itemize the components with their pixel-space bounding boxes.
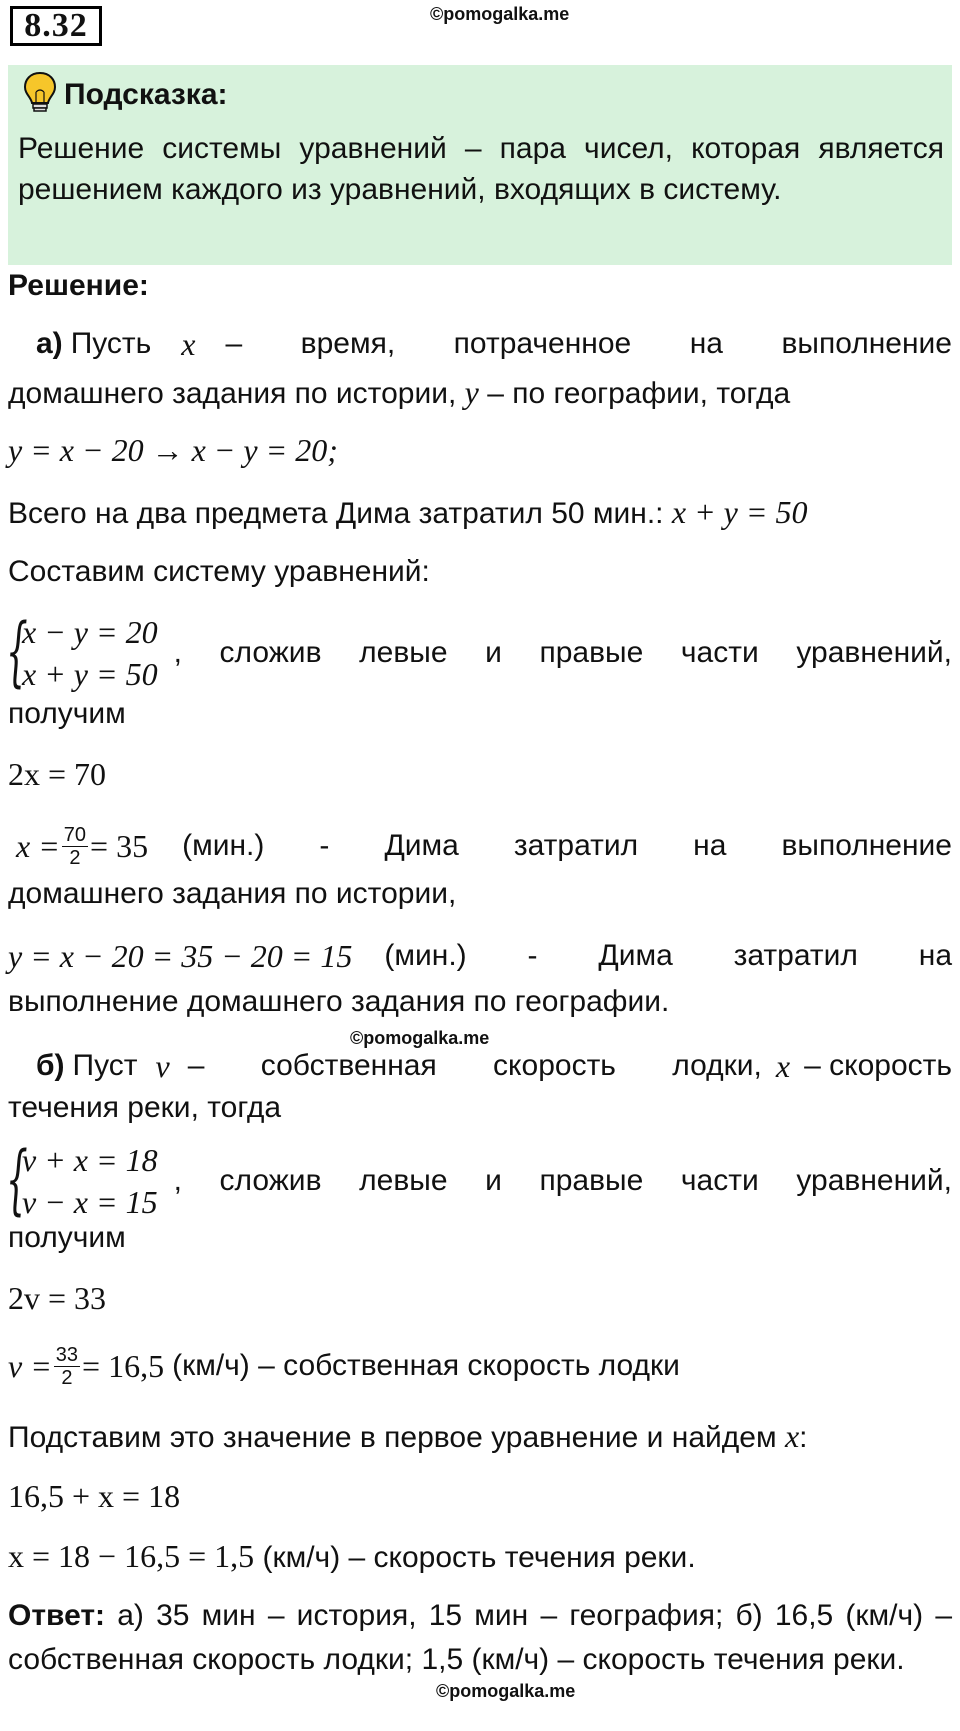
answer-text: а) 35 мин – история, 15 мин – география; б) 16,5 (км/ч) – собственная скорость лодки; 1,5 (км/ч) – скорость течения реки. xyxy=(8,1599,953,1676)
part-b-fraction xyxy=(54,1344,80,1389)
part-b-eq3-tail: (км/ч) – скорость течения реки. xyxy=(262,1541,696,1574)
part-a-system-eq2: x + y = 50 xyxy=(22,656,158,692)
part-a-system-eq1: x − y = 20 xyxy=(22,614,158,650)
part-a-frac-num: 70 xyxy=(63,823,87,846)
part-b-intro-1: Пуст xyxy=(72,1049,138,1082)
part-a-intro-line2-a: домашнего задания по истории, xyxy=(8,377,457,410)
part-b-system-row xyxy=(8,1136,952,1226)
lightbulb-icon xyxy=(20,70,60,114)
part-b-subst xyxy=(8,1414,807,1460)
part-a-system-row xyxy=(8,608,952,698)
answer-label: Ответ: xyxy=(8,1599,106,1632)
part-a-total xyxy=(8,490,807,536)
part-b-system-eq1: v + x = 18 xyxy=(22,1142,158,1178)
part-a-y-tail: (мин.) - Дима затратил на xyxy=(384,939,952,972)
part-a-system xyxy=(6,606,158,695)
answer xyxy=(8,1594,952,1682)
part-a-var-x: x xyxy=(181,325,196,362)
part-a-y-eq: y = x − 20 = 35 − 20 = 15 xyxy=(8,937,353,974)
part-b-eq1: 2v = 33 xyxy=(8,1280,107,1316)
part-b-eq3-row xyxy=(8,1534,696,1580)
part-a-x-row xyxy=(8,814,952,878)
part-b-var-v: v xyxy=(155,1047,170,1084)
part-a-x-lhs: x = xyxy=(16,827,60,864)
part-b-eq2: 16,5 + x = 18 xyxy=(8,1478,181,1514)
part-b-intro-line1 xyxy=(8,1044,952,1088)
part-a-intro-2: – время, потраченное на выполнение xyxy=(225,327,952,360)
part-b-label: б) xyxy=(36,1049,65,1082)
part-a-get: получим xyxy=(8,697,126,730)
part-b-subst-text: Подставим это значение в первое уравнение и найдем xyxy=(8,1421,777,1454)
part-b-frac-den: 2 xyxy=(61,1366,73,1389)
solution-label: Решение: xyxy=(8,269,149,302)
part-a-y-line2: выполнение домашнего задания по географии. xyxy=(8,985,670,1018)
brace-icon: { xyxy=(6,1134,28,1223)
part-b-var-x: x xyxy=(775,1047,791,1084)
part-b-system xyxy=(6,1134,158,1223)
part-a-var-y: y xyxy=(464,374,479,410)
part-a-intro-line2-b: – по географии, тогда xyxy=(487,377,791,410)
part-a-eq2: 2x = 70 xyxy=(8,756,107,792)
part-b-v-lhs: v = xyxy=(8,1347,52,1384)
part-b-eq3: x = 18 − 16,5 = 1,5 xyxy=(8,1538,255,1574)
part-a-intro-line1 xyxy=(8,322,952,366)
watermark-top: ©pomogalka.me xyxy=(430,4,570,24)
part-a-eq1: y = x − 20 → x − y = 20; xyxy=(8,432,338,468)
part-a-system-tail: , сложив левые и правые части уравнений, xyxy=(173,636,952,669)
part-a-frac-den: 2 xyxy=(69,846,81,869)
hint-text: Решение системы уравнений – пара чисел, которая является решением каждого из уравнений, входящих в систему. xyxy=(18,132,944,206)
part-a-total-text: Всего на два предмета Дима затратил 50 мин.: xyxy=(8,497,664,530)
part-a-intro-1: Пусть xyxy=(70,327,152,360)
part-b-get: получим xyxy=(8,1221,126,1254)
part-a-fraction xyxy=(62,824,88,869)
part-b-system-eq2: v − x = 15 xyxy=(22,1184,158,1220)
part-a-y-row xyxy=(8,934,952,978)
part-a-x-rhs: = 35 xyxy=(90,827,149,864)
hint-title: Подсказка: xyxy=(64,78,228,111)
problem-number: 8.32 xyxy=(10,6,102,46)
part-a-x-line2: домашнего задания по истории, xyxy=(8,877,457,910)
watermark-bottom: ©pomogalka.me xyxy=(436,1681,576,1701)
part-b-v-rhs: = 16,5 xyxy=(82,1347,165,1384)
part-b-v-tail: (км/ч) – собственная скорость лодки xyxy=(172,1349,680,1382)
part-b-intro-line2: течения реки, тогда xyxy=(8,1091,282,1124)
watermark-middle: ©pomogalka.me xyxy=(350,1028,490,1048)
part-b-subst-end: : xyxy=(799,1421,808,1454)
part-b-v-row xyxy=(8,1334,952,1398)
part-b-intro-2: – собственная скорость лодки, xyxy=(187,1049,762,1082)
brace-icon: { xyxy=(6,606,28,695)
part-b-subst-var: x xyxy=(784,1418,800,1454)
part-a-total-eq: x + y = 50 xyxy=(671,494,808,530)
part-a-intro-line2 xyxy=(8,370,790,416)
part-a-label: а) xyxy=(36,327,63,360)
part-a-x-tail: (мин.) - Дима затратил на выполнение xyxy=(182,829,952,862)
part-b-intro-3: – скорость xyxy=(804,1049,952,1082)
part-a-compose: Составим систему уравнений: xyxy=(8,555,430,588)
part-b-system-tail: , сложив левые и правые части уравнений, xyxy=(173,1164,952,1197)
part-b-frac-num: 33 xyxy=(55,1343,79,1366)
